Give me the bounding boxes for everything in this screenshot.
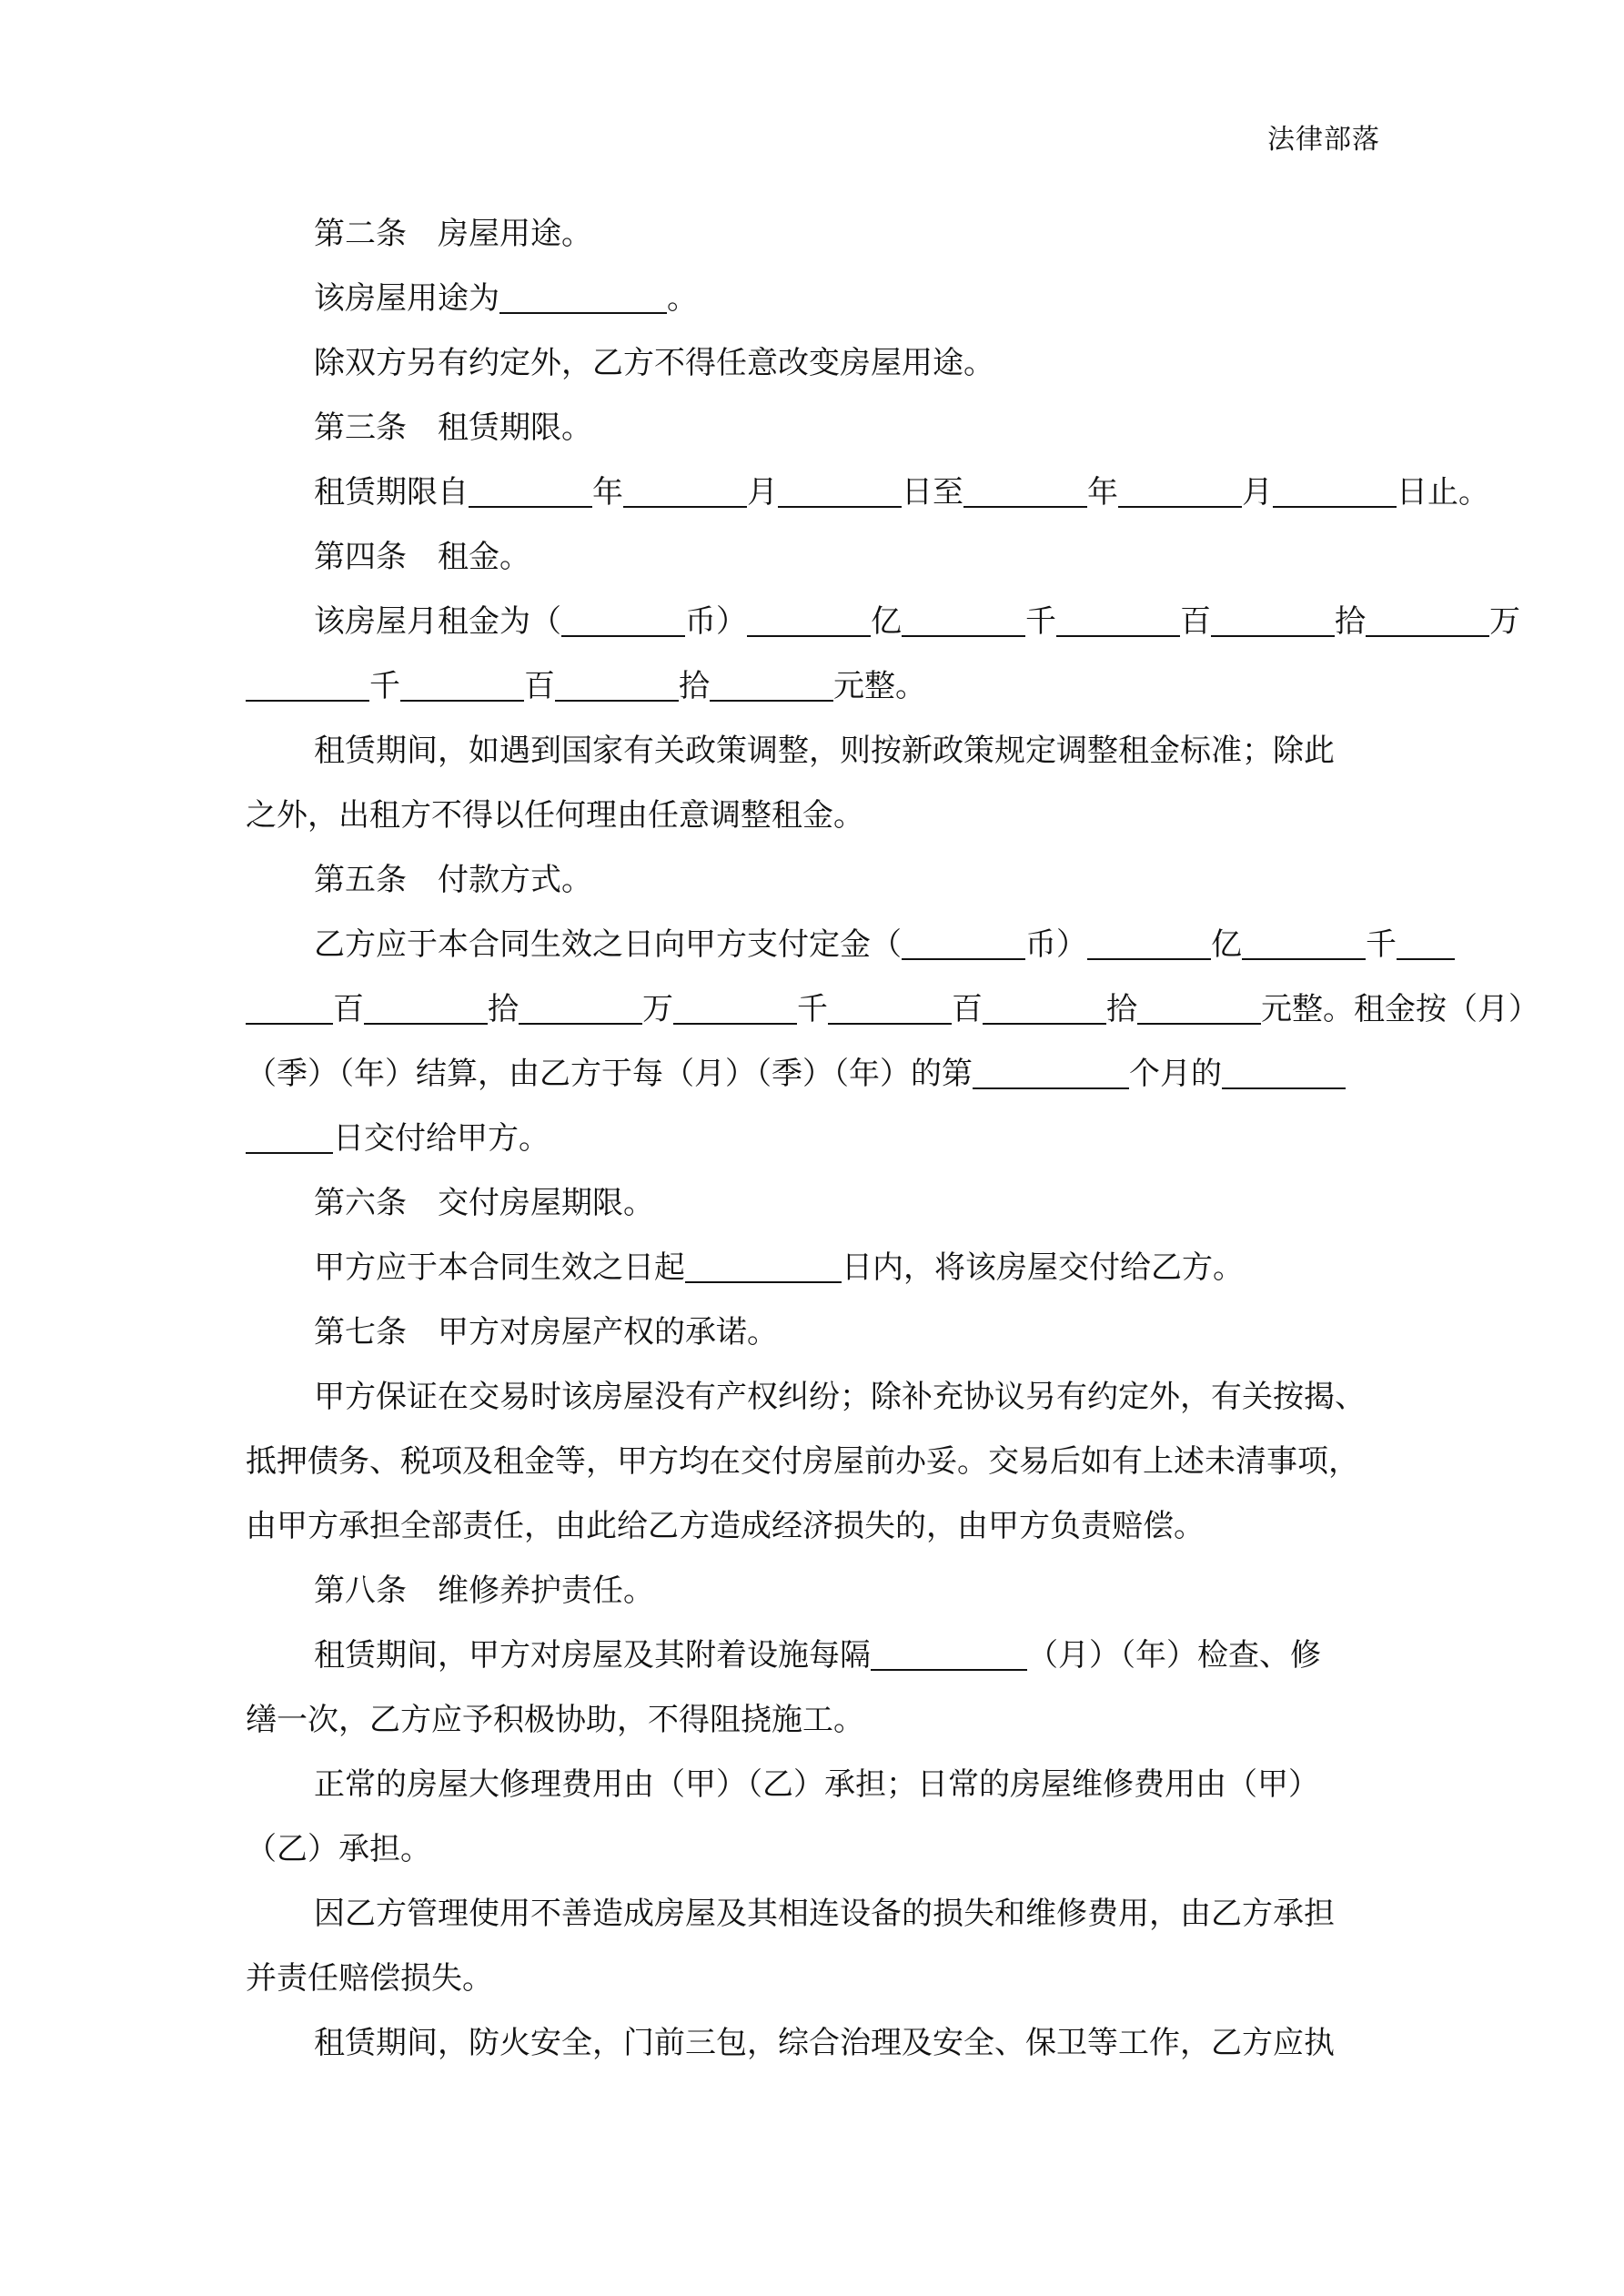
text-line: 租赁期间，如遇到国家有关政策调整，则按新政策规定调整租金标准；除此 [314, 733, 1335, 769]
text-line: 除双方另有约定外，乙方不得任意改变房屋用途。 [314, 345, 994, 381]
fill-blank[interactable] [499, 272, 667, 314]
fill-blank[interactable] [364, 983, 488, 1025]
text-line: 因乙方管理使用不善造成房屋及其相连设备的损失和维修费用，由乙方承担 [314, 1896, 1335, 1932]
inspection-line [246, 1623, 1378, 1688]
fill-blank[interactable] [778, 466, 902, 508]
text-line: 租赁期间，防火安全，门前三包，综合治理及安全、保卫等工作，乙方应执 [314, 2025, 1335, 2061]
fill-blank[interactable] [1056, 595, 1180, 637]
text: 拾 [679, 668, 710, 704]
text: 日内，将该房屋交付给乙方。 [842, 1249, 1244, 1286]
text: 该房屋用途为 [314, 280, 499, 317]
text: 百 [333, 991, 364, 1027]
text: 拾 [488, 991, 519, 1027]
settlement-line-cont [246, 1107, 1378, 1171]
text: 拾 [1106, 991, 1137, 1027]
fill-blank[interactable] [246, 1112, 333, 1154]
clause-heading: 房屋用途。 [438, 216, 592, 252]
fill-blank[interactable] [1273, 466, 1397, 508]
clause-number: 第二条 [314, 216, 407, 252]
text-line: 缮一次，乙方应予积极协助，不得阻挠施工。 [246, 1702, 864, 1738]
text-line: 抵押债务、税项及租金等，甲方均在交付房屋前办妥。交易后如有上述未清事项， [246, 1443, 1359, 1480]
contract-body [246, 202, 1539, 2076]
settlement-line [246, 1042, 1378, 1107]
fill-blank[interactable] [1366, 595, 1489, 637]
text: 万 [642, 991, 673, 1027]
fill-blank[interactable] [1222, 1047, 1346, 1089]
text: 。 [667, 280, 698, 317]
clause-number: 第六条 [314, 1185, 407, 1221]
header-brand: 法律部落 [1267, 124, 1380, 156]
fill-blank[interactable] [1087, 918, 1211, 960]
text: 千 [1025, 603, 1056, 640]
text: （季）（年）结算，由乙方于每（月）（季）（年）的第 [246, 1056, 973, 1092]
text: 百 [524, 668, 555, 704]
text-line: （乙）承担。 [246, 1831, 431, 1867]
clause-heading: 维修养护责任。 [438, 1573, 654, 1609]
text: 日止。 [1397, 474, 1489, 511]
text: 该房屋月租金为（ [314, 603, 561, 640]
clause-number: 第五条 [314, 862, 407, 898]
clause-number: 第四条 [314, 539, 407, 575]
text-line: 甲方保证在交易时该房屋没有产权纠纷；除补充协议另有约定外，有关按揭、 [314, 1379, 1366, 1415]
fill-blank[interactable] [561, 595, 685, 637]
text: 百 [1180, 603, 1211, 640]
text: 月 [747, 474, 778, 511]
fill-blank[interactable] [1397, 918, 1455, 960]
fill-blank[interactable] [1137, 983, 1261, 1025]
text: 千 [797, 991, 828, 1027]
fill-blank[interactable] [1242, 918, 1366, 960]
deposit-line-cont [246, 977, 1539, 1042]
fill-blank[interactable] [555, 660, 679, 702]
text: 租赁期限自 [314, 474, 469, 511]
clause-8-title [246, 1559, 1378, 1623]
text: 乙方应于本合同生效之日向甲方支付定金（ [314, 926, 902, 963]
fill-blank[interactable] [673, 983, 797, 1025]
text-line: 正常的房屋大修理费用由（甲）（乙）承担；日常的房屋维修费用由（甲） [314, 1766, 1319, 1803]
fill-blank[interactable] [902, 918, 1025, 960]
delivery-line [246, 1236, 1378, 1300]
clause-heading: 租赁期限。 [438, 410, 592, 446]
clause-6-title [246, 1171, 1378, 1236]
text: 万 [1489, 603, 1520, 640]
fill-blank[interactable] [871, 1629, 1027, 1671]
text-line: 并责任赔偿损失。 [246, 1960, 493, 1997]
clause-heading: 租金。 [438, 539, 530, 575]
clause-heading: 甲方对房屋产权的承诺。 [438, 1314, 778, 1350]
text: 月 [1242, 474, 1273, 511]
text: 千 [1366, 926, 1397, 963]
text: 千 [369, 668, 400, 704]
deposit-line [246, 913, 1397, 977]
text: 个月的 [1129, 1056, 1222, 1092]
text: 亿 [871, 603, 902, 640]
clause-5-title [246, 848, 1378, 913]
clause-7-title [246, 1300, 1378, 1365]
rent-line-cont [246, 654, 1378, 719]
fill-blank[interactable] [963, 466, 1087, 508]
text: 租赁期间，甲方对房屋及其附着设施每隔 [314, 1637, 871, 1674]
fill-blank[interactable] [469, 466, 592, 508]
fill-blank[interactable] [973, 1047, 1129, 1089]
clause-3-title [246, 396, 1378, 460]
clause-number: 第三条 [314, 410, 407, 446]
fill-blank[interactable] [902, 595, 1025, 637]
clause-number: 第七条 [314, 1314, 407, 1350]
clause-4-title [246, 525, 1378, 590]
text-line: 由甲方承担全部责任，由此给乙方造成经济损失的，由甲方负责赔偿。 [246, 1508, 1205, 1544]
text: 甲方应于本合同生效之日起 [314, 1249, 685, 1286]
fill-blank[interactable] [828, 983, 952, 1025]
fill-blank[interactable] [685, 1241, 842, 1283]
text: 币） [685, 603, 747, 640]
text: 年 [592, 474, 623, 511]
fill-blank[interactable] [710, 660, 833, 702]
text: 拾 [1335, 603, 1366, 640]
text: 日至 [902, 474, 963, 511]
fill-blank[interactable] [1118, 466, 1242, 508]
text: 币） [1025, 926, 1087, 963]
clause-2-title [246, 202, 1378, 267]
fill-blank[interactable] [983, 983, 1106, 1025]
clause-heading: 付款方式。 [438, 862, 592, 898]
text: 元整。 [833, 668, 926, 704]
text: 年 [1087, 474, 1118, 511]
clause-number: 第八条 [314, 1573, 407, 1609]
text-line [246, 267, 1378, 331]
fill-blank[interactable] [623, 466, 747, 508]
text: 亿 [1211, 926, 1242, 963]
text: （月）（年）检查、修 [1027, 1637, 1321, 1674]
text: 百 [952, 991, 983, 1027]
lease-term-line [246, 460, 1489, 525]
fill-blank[interactable] [1211, 595, 1335, 637]
fill-blank[interactable] [246, 660, 369, 702]
rent-line [246, 590, 1520, 654]
clause-heading: 交付房屋期限。 [438, 1185, 654, 1221]
text-line: 之外，出租方不得以任何理由任意调整租金。 [246, 797, 864, 834]
fill-blank[interactable] [400, 660, 524, 702]
fill-blank[interactable] [747, 595, 871, 637]
fill-blank[interactable] [246, 983, 333, 1025]
text: 元整。租金按（月） [1261, 991, 1539, 1027]
text: 日交付给甲方。 [333, 1120, 550, 1157]
fill-blank[interactable] [519, 983, 642, 1025]
